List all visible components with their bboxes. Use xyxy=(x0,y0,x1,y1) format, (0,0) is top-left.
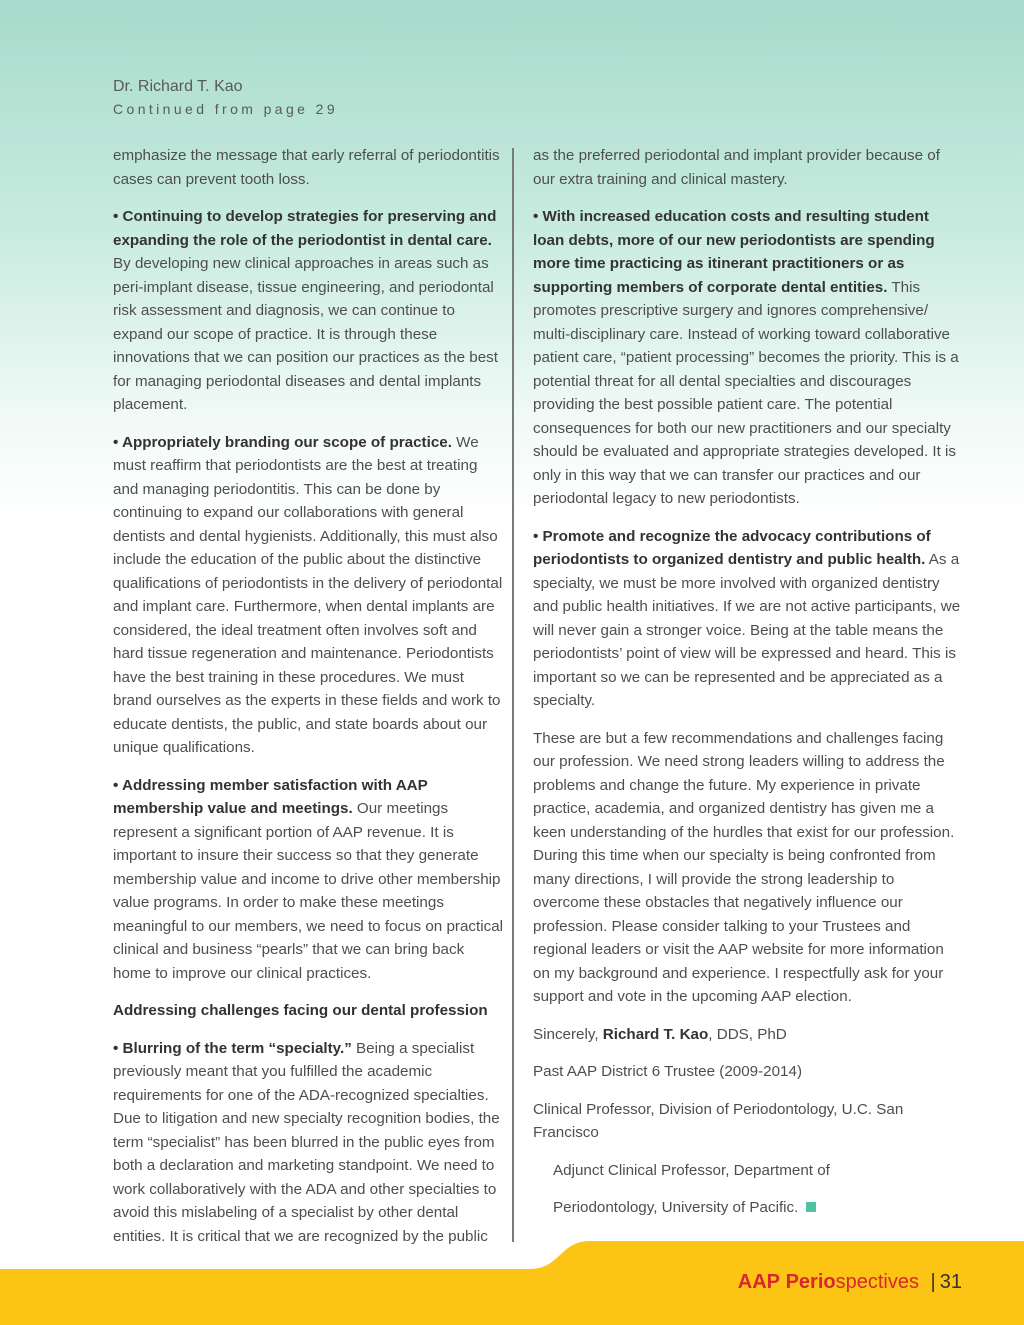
bullet-body: As a specialty, we must be more involved with organized dentistry and public health initiatives. If we are not active participants, we will never gain a stronger voice. Being at the table means the periodontists’ point of view will be expressed and heard. This is important so we can be represented and be appreciated as a specialty. xyxy=(533,551,961,709)
left-column xyxy=(113,144,505,1262)
brand-footer xyxy=(738,1271,962,1294)
bullet-heading: • With increased education costs and resulting student loan debts, more of our new periodontists are spending more time practicing as itinerant practitioners or as supporting members of corporate dental entities. xyxy=(533,208,935,296)
brand-spectives: spectives xyxy=(835,1271,919,1293)
signer-title: Clinical Professor, Division of Periodontology, U.C. San Francisco xyxy=(533,1100,904,1141)
bullet-body: Being a specialist previously meant that you fulfilled the academic requirements for one of the ADA-recognized specialties. Due to litigation and new specialty recognition bodies, the term “specialist” has been blurred in the public eyes from both a declaration and marketing standpoint. We need to work collaboratively with the ADA and other specialties to avoid this mislabeling of a specialist by other dental entities. It is critical that we are recognized by the public xyxy=(113,1039,500,1245)
bullet-heading: • Promote and recognize the advocacy contributions of periodontists to organized dentistry and public health. xyxy=(533,527,931,568)
page-number: 31 xyxy=(939,1271,962,1293)
paragraph: emphasize the message that early referral of periodontitis cases can prevent tooth loss. xyxy=(113,147,500,188)
section-subheading: Addressing challenges facing our dental profession xyxy=(113,1002,488,1019)
bullet-body: Our meetings represent a significant portion of AAP revenue. It is important to insure their success so that they generate membership value and income to drive other membership value programs. In order to make these meetings meaningful to our members, we need to focus on practical clinical and business “pearls” that we can bring back home to improve our clinical practices. xyxy=(113,800,504,982)
signer-title xyxy=(533,1196,963,1220)
brand-aap: AAP xyxy=(737,1271,781,1293)
signer-name: Richard T. Kao xyxy=(602,1025,709,1043)
bullet-heading: • Appropriately branding our scope of practice. xyxy=(113,433,452,451)
signature-block xyxy=(533,1023,963,1220)
bullet-item xyxy=(533,525,963,713)
brand-perio: Perio xyxy=(785,1271,836,1293)
bullet-heading: • Continuing to develop strategies for preserving and expanding the role of the periodontist in dental care. xyxy=(113,208,497,249)
right-column xyxy=(533,144,963,1234)
closing-paragraph: These are but a few recommendations and challenges facing our profession. We need strong leaders willing to address the problems and change the future. My experience in private practice, academia, and organized dentistry has given me a keen understanding of the hurdles that exist for our profession. During this time when our specialty is being confronted from many directions, I will provide the strong leadership to overcome these obstacles that negatively influence our profession. Please consider talking to your Trustees and regional leaders or visit the AAP website for more information on my background and experience. I respectfully ask for your support and vote in the upcoming AAP election. xyxy=(533,729,955,1005)
paragraph: as the preferred periodontal and implant provider because of our extra training and clinical mastery. xyxy=(533,147,940,188)
end-mark-icon xyxy=(806,1202,816,1212)
bullet-heading: • Blurring of the term “specialty.” xyxy=(113,1039,352,1057)
bullet-item xyxy=(113,205,505,417)
signer-title-text: Periodontology, University of Pacific. xyxy=(553,1199,799,1216)
page-header xyxy=(113,76,338,120)
signer-title: Past AAP District 6 Trustee (2009-2014) xyxy=(533,1063,803,1080)
bullet-item xyxy=(113,431,505,760)
brand-separator: | xyxy=(930,1271,936,1293)
bullet-item xyxy=(113,1037,505,1249)
signer-degrees: , DDS, PhD xyxy=(708,1025,787,1043)
bullet-body: This promotes prescriptive surgery and ignores comprehensive/ multi-disciplinary care. Instead of working toward collaborative patient care, “patient processing” becomes the priority. This is a potential threat for all dental specialties and discourages providing the best possible patient care. The potential consequences for both our new practitioners and our specialty should be evaluated and appropriate strategies developed. It is only in this way that we can transfer our practices and our periodontal legacy to new periodontists. xyxy=(533,278,959,507)
bullet-heading: • Addressing member satisfaction with AAP membership value and meetings. xyxy=(113,776,428,817)
bullet-body: We must reaffirm that periodontists are the best at treating and managing periodontitis. This can be done by continuing to expand our collaborations with general dentists and dental hygienists. Additionally, this must also include the education of the public about the distinctive qualifications of periodontists in the delivery of periodontal and implant care. Furthermore, when dental implants are considered, the ideal treatment often involves soft and hard tissue regeneration and maintenance. Periodontists have the best training in these procedures. We must brand ourselves as the experts in these fields and work to educate dentists, the public, and state boards about our unique qualifications. xyxy=(113,433,503,756)
signature-line xyxy=(533,1023,963,1047)
author-name: Dr. Richard T. Kao xyxy=(113,78,243,95)
bullet-item xyxy=(533,205,963,511)
bullet-item xyxy=(113,774,505,986)
column-divider xyxy=(512,148,514,1242)
continued-note: Continued from page 29 xyxy=(113,101,339,117)
sincerely-text: Sincerely, xyxy=(533,1025,603,1043)
bullet-body: By developing new clinical approaches in areas such as peri-implant disease, tissue engineering, and periodontal risk assessment and diagnosis, we can continue to expand our scope of practice. It is through these innovations that we can position our practices as the best for managing periodontal diseases and dental implants placement. xyxy=(113,255,498,413)
signer-title: Adjunct Clinical Professor, Department of xyxy=(553,1161,830,1179)
